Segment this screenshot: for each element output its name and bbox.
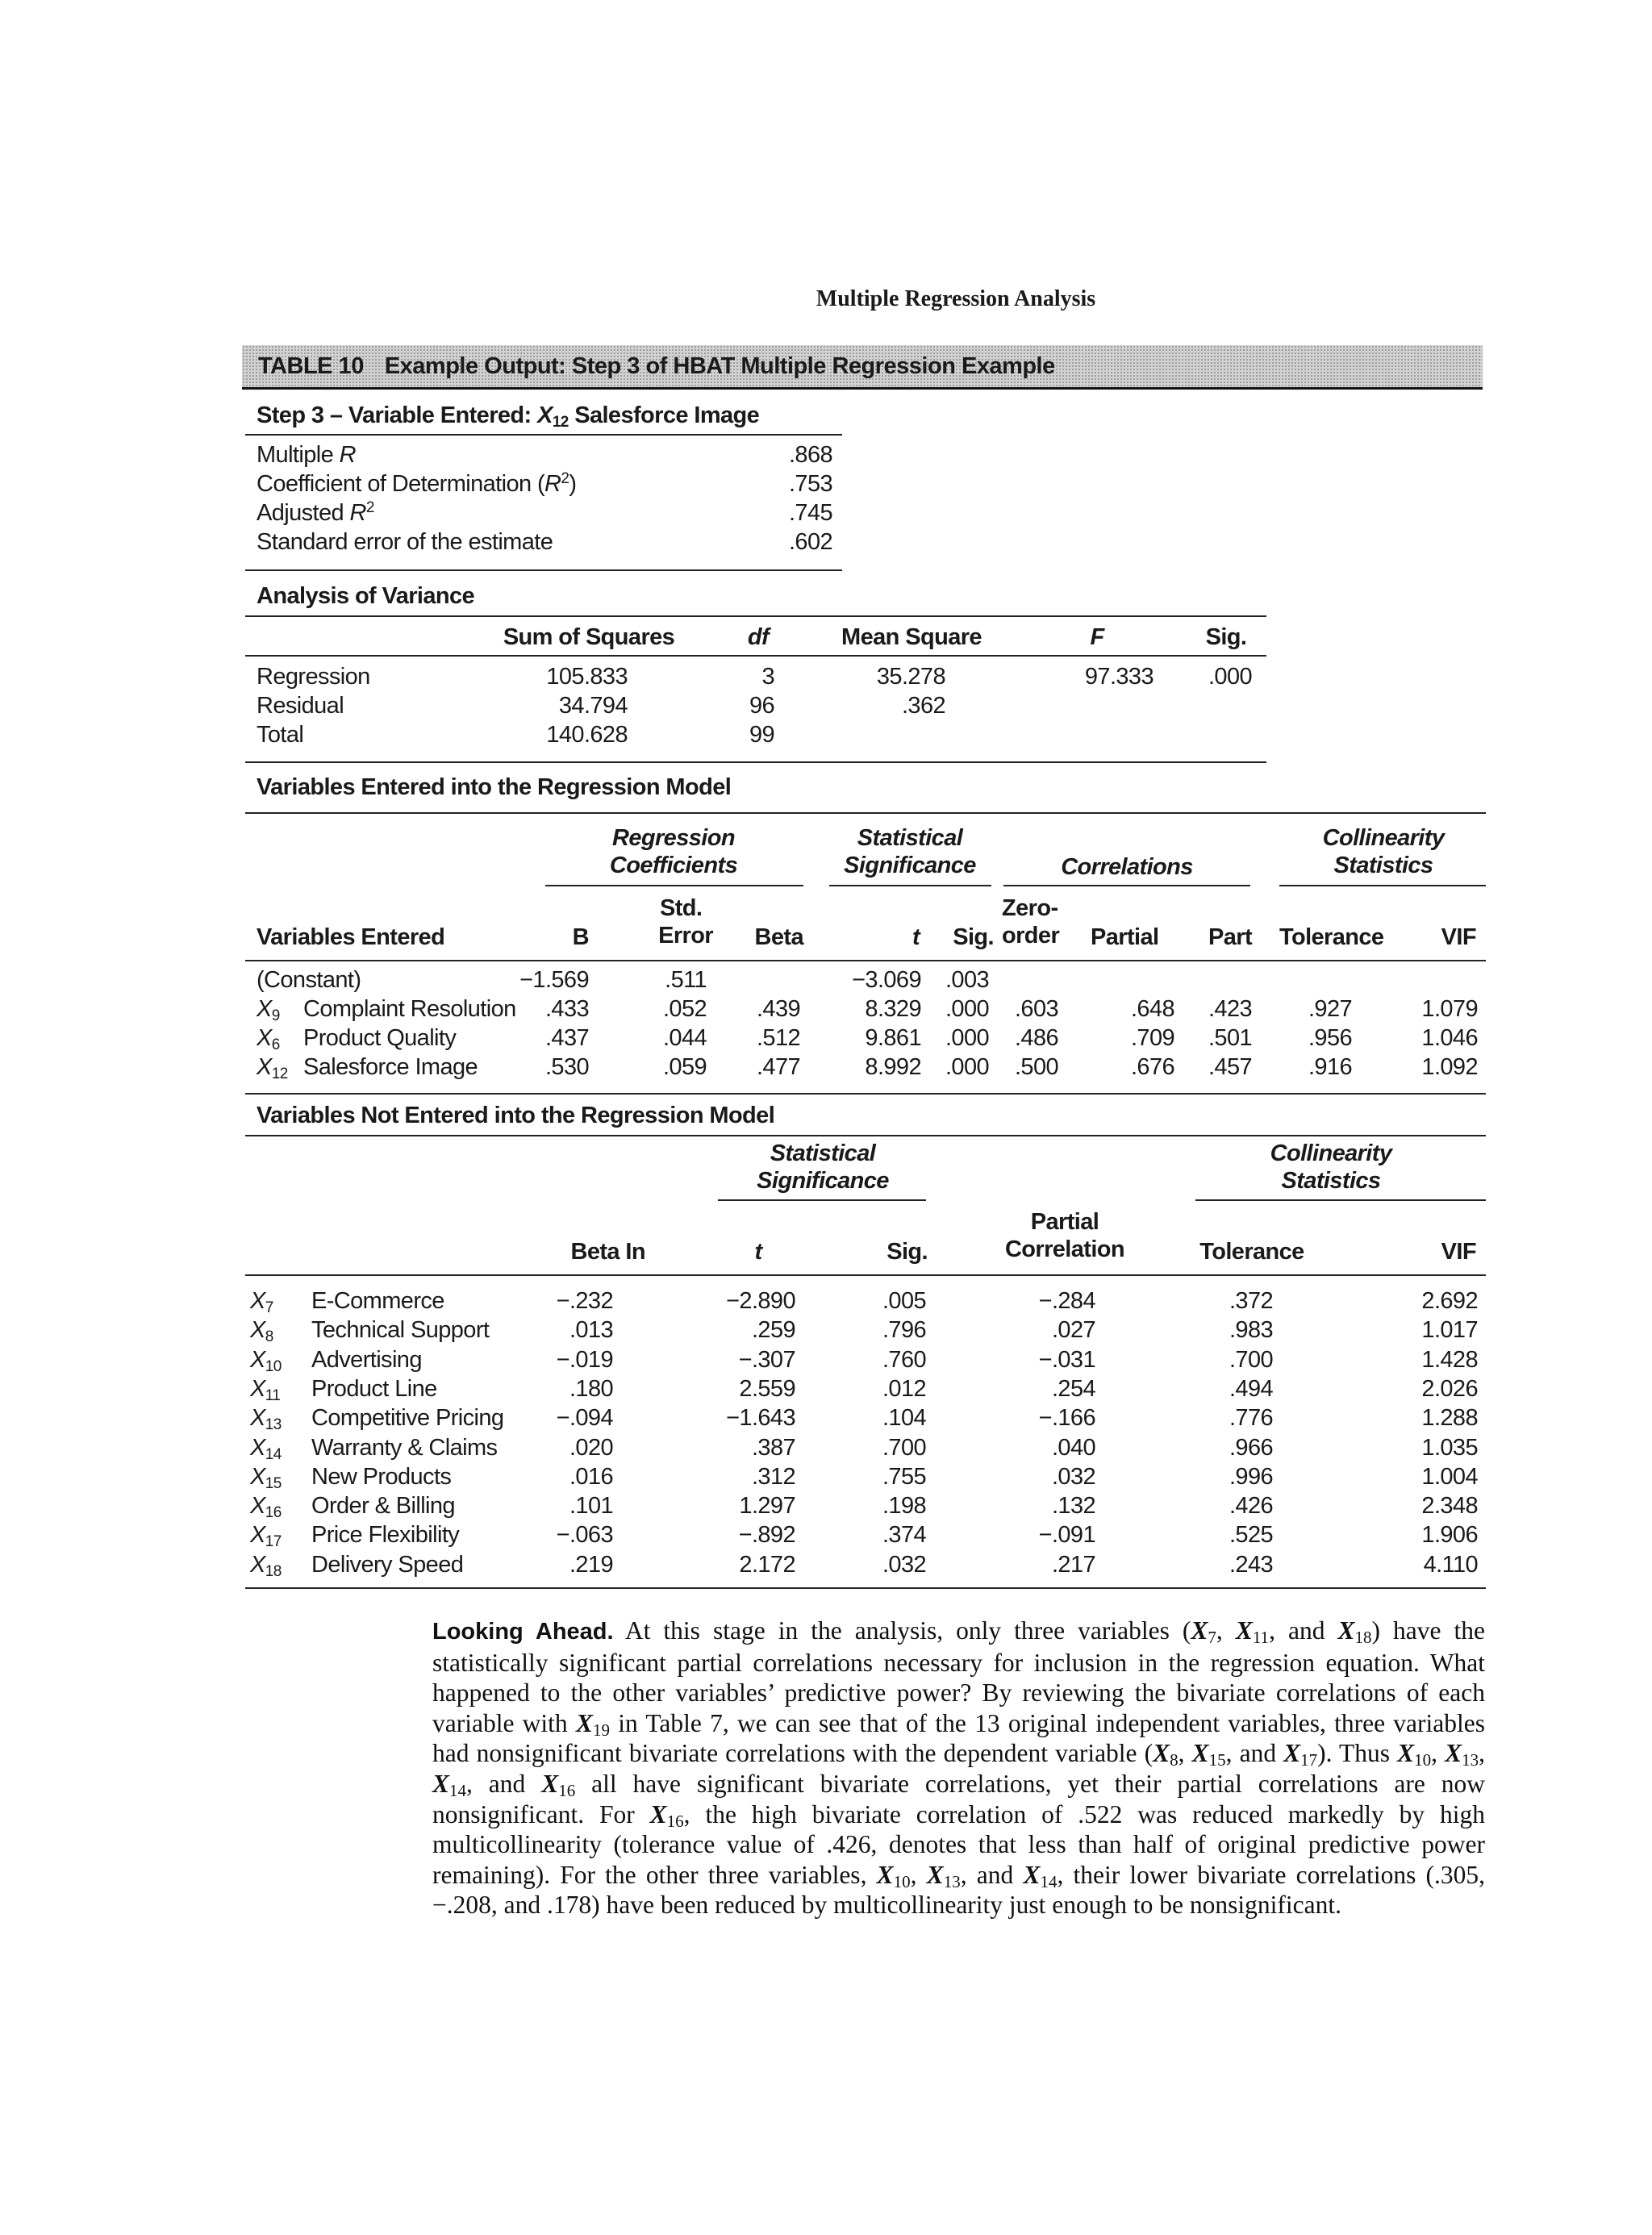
variable-name: Delivery Speed	[311, 1551, 464, 1578]
paragraph-text: , and	[960, 1860, 1024, 1889]
ne-partial-correlation: −.031	[1038, 1346, 1095, 1373]
ne-partial-correlation: .027	[1051, 1317, 1095, 1344]
ne-t: −.307	[738, 1346, 795, 1373]
ne-beta-in: .020	[569, 1434, 613, 1461]
multiple-r-value: .868	[788, 442, 832, 468]
anova-df: 3	[761, 664, 774, 690]
variable-ref: $X_8$	[1153, 1739, 1179, 1770]
ne-partial-correlation: −.284	[1038, 1288, 1095, 1314]
ne-beta-in: −.063	[556, 1522, 613, 1549]
paragraph-text: ). Thus	[1317, 1739, 1398, 1768]
ne-sig: .760	[882, 1346, 926, 1373]
paragraph-text: ,	[910, 1860, 927, 1889]
entered-se: .511	[665, 967, 707, 993]
paragraph-text: , and	[1269, 1616, 1338, 1645]
ne-sig: .700	[882, 1434, 926, 1461]
paragraph-text: , and	[466, 1769, 542, 1798]
variable-name: Competitive Pricing	[311, 1405, 504, 1432]
group-significance: Statistical Significance	[844, 825, 976, 878]
rule	[245, 761, 1266, 763]
ne-sig: .374	[882, 1522, 926, 1549]
variable-ref: $X_7$	[1191, 1616, 1216, 1647]
ne-col-partial-correlation: Partial Correlation	[1004, 1209, 1125, 1262]
entered-vif: 1.079	[1421, 996, 1478, 1022]
ne-t: 2.559	[739, 1375, 795, 1402]
col-variables-entered: Variables Entered	[257, 924, 445, 950]
anova-col-ss: Sum of Squares	[503, 624, 675, 650]
ne-tolerance: .525	[1229, 1522, 1273, 1549]
ne-col-t: t	[754, 1239, 762, 1265]
running-head: Multiple Regression Analysis	[816, 286, 1096, 311]
variable-ref: $X_{19}$	[575, 1708, 610, 1740]
entered-sig: .000	[945, 996, 989, 1022]
ne-tolerance: .243	[1229, 1551, 1273, 1578]
paragraph-text: ,	[1431, 1739, 1446, 1768]
col-beta: Beta	[754, 924, 803, 950]
ne-partial-correlation: −.091	[1038, 1522, 1095, 1549]
ne-tolerance: .372	[1229, 1288, 1273, 1314]
ne-sig: .012	[882, 1375, 926, 1402]
ne-beta-in: .101	[569, 1493, 613, 1520]
ne-beta-in: −.232	[556, 1288, 613, 1314]
anova-col-df: df	[747, 624, 770, 650]
entered-se: .059	[662, 1054, 707, 1080]
entered-zero-order: .603	[1014, 996, 1058, 1022]
paragraph-text: , their lower bivariate correlations (.305, −.208, and .178) have been reduced by multicollinearity just enough to be nonsignificant.	[432, 1860, 1486, 1920]
anova-col-f: F	[1090, 624, 1104, 650]
variable-label: $X_{13}$	[250, 1405, 282, 1434]
variable-name: Order & Billing	[311, 1493, 455, 1520]
ne-vif: 1.288	[1421, 1405, 1478, 1432]
entered-vif: 1.046	[1421, 1025, 1478, 1051]
variable-name: Salesforce Image	[303, 1054, 478, 1080]
col-b: B	[572, 924, 589, 950]
entered-partial: .648	[1130, 996, 1174, 1022]
step-heading: Step 3 – Variable Entered: $X_{12}$ Salesforce Image	[257, 402, 760, 431]
anova-row-label: Residual	[257, 693, 344, 719]
ne-tolerance: .776	[1229, 1405, 1273, 1432]
variable-name: Price Flexibility	[311, 1522, 460, 1549]
paragraph-text: all have significant bivariate correlations, yet their partial correlations are now nonsignificant. For	[432, 1769, 1485, 1828]
variable-label: $X_7$	[250, 1288, 273, 1316]
ne-vif: 2.026	[1421, 1375, 1478, 1402]
variable-name: New Products	[311, 1463, 452, 1490]
entered-t: 8.329	[865, 996, 921, 1022]
paragraph-text: ,	[1178, 1739, 1192, 1768]
rule	[245, 1135, 1486, 1136]
variable-ref: $X_{10}$	[876, 1860, 911, 1891]
ne-vif: 2.692	[1421, 1288, 1478, 1314]
paragraph-text: in Table 7, we can see that of the 13 original independent variables, three variables had nonsignificant bivariate correlations with the dependent variable (	[432, 1708, 1485, 1768]
col-std-error: Std. Error	[658, 895, 713, 949]
rule	[245, 1587, 1486, 1589]
std-error-label: Standard error of the estimate	[257, 529, 553, 555]
paragraph-text: ) have the statistically significant partial correlations necessary for inclusion in the regression equation. What happened to the other variables’ predictive power? By reviewing the bivariate correlations of each variable with	[432, 1616, 1485, 1737]
ne-t: −.892	[738, 1522, 795, 1549]
ne-sig: .755	[882, 1463, 926, 1490]
ne-sig: .796	[882, 1317, 926, 1344]
variable-label: $X_{12}$	[257, 1054, 288, 1082]
variable-label: $X_9$	[257, 996, 280, 1024]
rule	[245, 615, 1266, 617]
col-sig: Sig.	[953, 924, 994, 950]
ne-partial-correlation: −.166	[1038, 1405, 1095, 1432]
ne-col-sig: Sig.	[886, 1239, 928, 1265]
rule	[245, 655, 1266, 657]
std-error-value: .602	[788, 529, 832, 555]
anova-heading: Analysis of Variance	[257, 583, 475, 609]
ne-t: 1.297	[739, 1493, 795, 1520]
col-zero-order: Zero- order	[1002, 895, 1060, 949]
ne-vif: 2.348	[1421, 1493, 1478, 1520]
ne-tolerance: .700	[1229, 1346, 1273, 1373]
ne-beta-in: −.019	[556, 1346, 613, 1373]
ne-group-significance: Statistical Significance	[757, 1140, 889, 1194]
col-part: Part	[1208, 924, 1253, 950]
variable-name: Technical Support	[311, 1317, 490, 1344]
entered-beta: .477	[756, 1054, 800, 1080]
variable-name: Product Line	[311, 1375, 437, 1402]
variable-name: Advertising	[311, 1346, 422, 1373]
entered-b: .433	[544, 996, 589, 1022]
multiple-r-label: Multiple R	[257, 442, 356, 468]
variable-label: $X_8$	[250, 1317, 273, 1346]
entered-b: .437	[544, 1025, 589, 1051]
table-title-banner	[242, 345, 1483, 390]
entered-t: −3.069	[852, 967, 921, 993]
ne-sig: .032	[882, 1551, 926, 1578]
group-correlations: Correlations	[1061, 854, 1193, 880]
ne-t: 2.172	[739, 1551, 795, 1578]
rule	[1279, 885, 1486, 886]
entered-sig: .003	[945, 967, 989, 993]
entered-heading: Variables Entered into the Regression Model	[257, 774, 732, 800]
col-vif: VIF	[1441, 924, 1476, 950]
entered-zero-order: .500	[1014, 1054, 1058, 1080]
entered-se: .044	[662, 1025, 707, 1051]
ne-t: .259	[751, 1317, 795, 1344]
anova-df: 96	[749, 693, 774, 719]
ne-sig: .198	[882, 1493, 926, 1520]
variable-ref: $X_{14}$	[1023, 1860, 1058, 1891]
variable-name: Product Quality	[303, 1025, 457, 1051]
ne-vif: 1.004	[1421, 1463, 1478, 1490]
variable-ref: $X_{17}$	[1283, 1739, 1318, 1770]
ne-tolerance: .983	[1229, 1317, 1273, 1344]
variable-ref: $X_{18}$	[1337, 1616, 1372, 1647]
anova-ms: .362	[901, 693, 945, 719]
variable-ref: $X_{10}$	[1397, 1739, 1432, 1770]
ne-group-collinearity: Collinearity Statistics	[1270, 1140, 1392, 1194]
anova-col-sig: Sig.	[1205, 624, 1247, 650]
group-regression: Regression Coefficients	[609, 825, 738, 878]
ne-vif: 4.110	[1423, 1551, 1478, 1578]
anova-ss: 140.628	[546, 722, 628, 748]
paragraph-text: , and	[1225, 1739, 1284, 1768]
entered-vif: 1.092	[1421, 1054, 1478, 1080]
variable-ref: $X_{13}$	[1445, 1739, 1479, 1770]
entered-t: 9.861	[865, 1025, 921, 1051]
variable-ref: $X_{11}$	[1235, 1616, 1270, 1647]
variable-label: $X_{16}$	[250, 1493, 282, 1522]
variable-label: $X_{18}$	[250, 1551, 282, 1580]
rule	[1195, 1199, 1486, 1201]
rule	[245, 1274, 1486, 1276]
ne-col-tolerance: Tolerance	[1199, 1239, 1304, 1265]
variable-label: $X_{10}$	[250, 1346, 282, 1375]
anova-col-ms: Mean Square	[841, 624, 982, 650]
ne-vif: 1.035	[1421, 1434, 1478, 1461]
rule	[245, 569, 842, 571]
entered-part: .501	[1208, 1025, 1252, 1051]
variable-name: (Constant)	[257, 967, 361, 993]
ne-t: .312	[751, 1463, 795, 1490]
rule	[245, 1093, 1486, 1095]
entered-zero-order: .486	[1014, 1025, 1058, 1051]
entered-b: −1.569	[519, 967, 589, 993]
col-t: t	[912, 924, 920, 950]
ne-tolerance: .996	[1229, 1463, 1273, 1490]
paragraph-text: At this stage in the analysis, only three variables (	[613, 1616, 1191, 1645]
ne-t: .387	[751, 1434, 795, 1461]
anova-row-label: Total	[257, 722, 304, 748]
group-collinearity: Collinearity Statistics	[1322, 825, 1445, 878]
entered-beta: .512	[756, 1025, 800, 1051]
ne-tolerance: .966	[1229, 1434, 1273, 1461]
variable-ref: $X_{13}$	[926, 1860, 961, 1891]
variable-label: $X_6$	[257, 1025, 280, 1053]
entered-b: .530	[544, 1054, 589, 1080]
ne-t: −1.643	[726, 1405, 795, 1432]
entered-sig: .000	[945, 1054, 989, 1080]
variable-name: E-Commerce	[311, 1288, 444, 1314]
entered-t: 8.992	[865, 1054, 921, 1080]
entered-sig: .000	[945, 1025, 989, 1051]
variable-ref: $X_{16}$	[649, 1799, 684, 1831]
ne-beta-in: .219	[569, 1551, 613, 1578]
ne-col-vif: VIF	[1441, 1239, 1476, 1265]
paragraph-text: ,	[1479, 1739, 1486, 1768]
entered-tolerance: .956	[1308, 1025, 1352, 1051]
anova-sig: .000	[1208, 664, 1252, 690]
ne-vif: 1.017	[1421, 1317, 1478, 1344]
rule	[245, 812, 1486, 814]
variable-label: $X_{17}$	[250, 1522, 282, 1551]
entered-part: .457	[1208, 1054, 1252, 1080]
ne-beta-in: .016	[569, 1463, 613, 1490]
variable-label: $X_{15}$	[250, 1463, 282, 1492]
entered-se: .052	[662, 996, 707, 1022]
table-title: Example Output: Step 3 of HBAT Multiple Regression Example	[384, 353, 1055, 379]
variable-name: Complaint Resolution	[303, 996, 516, 1022]
paragraph-text: ,	[1216, 1616, 1236, 1645]
rule	[245, 960, 1486, 961]
ne-vif: 1.428	[1421, 1346, 1478, 1373]
r-squared-value: .753	[788, 471, 832, 497]
rule	[718, 1199, 926, 1201]
entered-partial: .676	[1130, 1054, 1174, 1080]
entered-beta: .439	[756, 996, 800, 1022]
ne-col-beta-in: Beta In	[570, 1239, 645, 1265]
ne-partial-correlation: .217	[1051, 1551, 1095, 1578]
rule	[829, 885, 991, 886]
anova-row-label: Regression	[257, 664, 370, 690]
not-entered-heading: Variables Not Entered into the Regression Model	[257, 1103, 775, 1128]
variable-ref: $X_{16}$	[541, 1769, 576, 1800]
ne-partial-correlation: .254	[1051, 1375, 1095, 1402]
anova-ss: 105.833	[546, 664, 628, 690]
anova-ss: 34.794	[558, 693, 628, 719]
variable-label: $X_{14}$	[250, 1434, 282, 1463]
variable-label: $X_{11}$	[250, 1375, 281, 1404]
ne-beta-in: .180	[569, 1375, 613, 1402]
variable-ref: $X_{15}$	[1191, 1739, 1226, 1770]
anova-ms: 35.278	[876, 664, 945, 690]
col-tolerance: Tolerance	[1279, 924, 1384, 950]
paragraph-text: , the high bivariate correlation of .522 was reduced markedly by high multicollinearity (tolerance value of .426, denotes that less than half of original predictive power remaining). For the other three variables,	[432, 1799, 1485, 1889]
ne-vif: 1.906	[1421, 1522, 1478, 1549]
entered-tolerance: .916	[1308, 1054, 1352, 1080]
variable-ref: $X_{14}$	[432, 1769, 467, 1800]
adj-r-squared-label: Adjusted $R^2$	[257, 499, 374, 526]
ne-sig: .005	[882, 1288, 926, 1314]
entered-tolerance: .927	[1308, 996, 1352, 1022]
entered-partial: .709	[1130, 1025, 1174, 1051]
looking-ahead-paragraph	[432, 1616, 1485, 1920]
rule	[245, 434, 842, 436]
r-squared-label: Coefficient of Determination $(R^2)$	[257, 470, 577, 497]
entered-part: .423	[1208, 996, 1252, 1022]
rule	[1003, 885, 1250, 886]
ne-tolerance: .494	[1229, 1375, 1273, 1402]
ne-partial-correlation: .132	[1051, 1493, 1095, 1520]
variable-name: Warranty & Claims	[311, 1434, 498, 1461]
table-label: TABLE 10	[258, 353, 364, 379]
ne-tolerance: .426	[1229, 1493, 1273, 1520]
ne-partial-correlation: .040	[1051, 1434, 1095, 1461]
rule	[545, 885, 803, 886]
ne-beta-in: −.094	[556, 1405, 613, 1432]
anova-f: 97.333	[1084, 664, 1153, 690]
anova-df: 99	[749, 722, 774, 748]
ne-beta-in: .013	[569, 1317, 613, 1344]
ne-partial-correlation: .032	[1051, 1463, 1095, 1490]
ne-t: −2.890	[726, 1288, 795, 1314]
paragraph-lead: Looking Ahead.	[432, 1619, 614, 1645]
adj-r-squared-value: .745	[788, 500, 832, 526]
col-partial: Partial	[1091, 924, 1159, 950]
ne-sig: .104	[882, 1405, 926, 1432]
